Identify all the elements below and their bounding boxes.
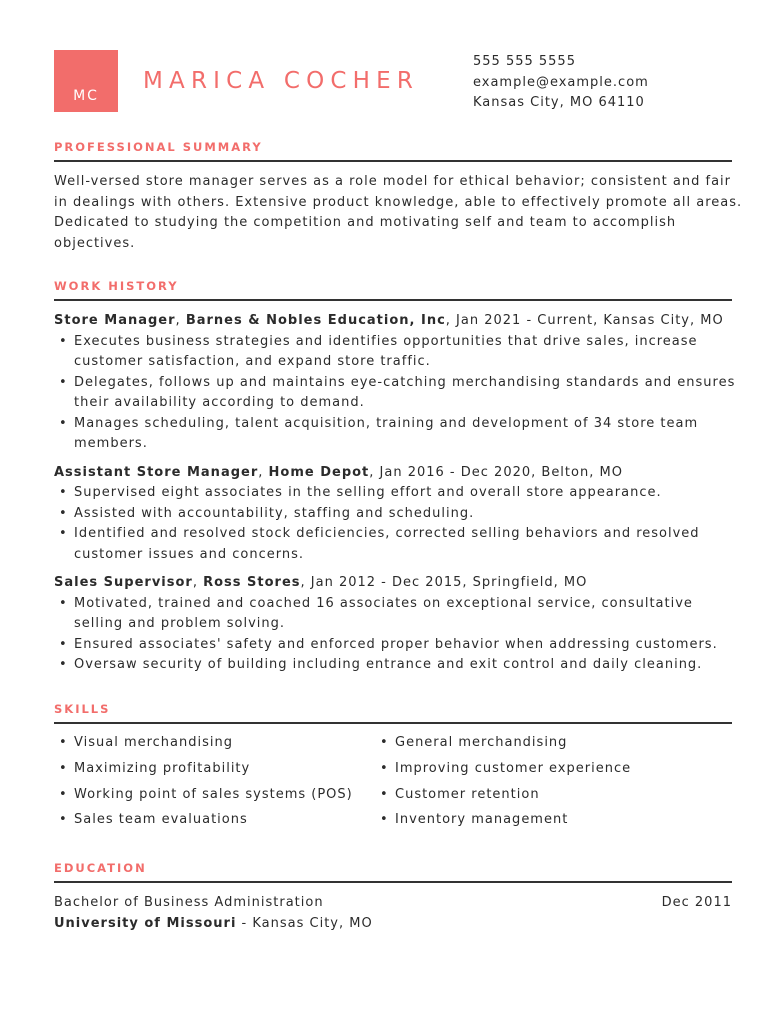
job-entry — [54, 463, 744, 566]
monogram-badge: MC — [54, 50, 118, 112]
job-bullet: • Supervised eight associates in the selling effort and overall store appearance. — [54, 483, 744, 504]
graduation-date: Dec 2011 — [661, 895, 732, 910]
job-company: Ross Stores — [203, 575, 301, 590]
skill-item: • Visual merchandising — [54, 733, 353, 754]
job-details: , Jan 2016 - Dec 2020, Belton, MO — [369, 464, 623, 480]
education-entry — [54, 893, 732, 934]
job-header: Store Manager, Barnes & Nobles Education, Inc, Jan 2021 - Current, Kansas City, MO — [54, 313, 724, 328]
email-address: example@example.com — [473, 74, 649, 90]
section-heading-education: EDUCATION — [54, 861, 147, 875]
job-bullet: • Delegates, follows up and maintains eye-catching merchandising standards and ensures their availability according to demand. — [54, 373, 744, 414]
degree-name: Bachelor of Business Administration — [54, 895, 324, 910]
job-header: Assistant Store Manager, Home Depot, Jan 2016 - Dec 2020, Belton, MO — [54, 464, 623, 480]
job-bullet: • Motivated, trained and coached 16 associates on exceptional service, consultative selling and problem solving. — [54, 594, 744, 635]
job-bullet: • Ensured associates' safety and enforced proper behavior when addressing customers. — [54, 635, 744, 656]
job-company: Home Depot — [268, 464, 370, 480]
skill-item: • Improving customer experience — [375, 759, 631, 780]
candidate-name: MARICA COCHER — [143, 68, 420, 94]
skills-column-left — [54, 733, 353, 836]
section-heading-summary: PROFESSIONAL SUMMARY — [54, 140, 263, 154]
section-divider — [54, 722, 732, 724]
job-entry — [54, 311, 744, 455]
skill-item: • Inventory management — [375, 810, 631, 831]
job-title: Sales Supervisor — [54, 575, 193, 590]
job-bullet: • Assisted with accountability, staffing and scheduling. — [54, 504, 744, 525]
location: Kansas City, MO 64110 — [473, 95, 645, 110]
job-title: Store Manager — [54, 313, 176, 328]
skill-item: • Working point of sales systems (POS) — [54, 785, 353, 806]
job-bullet: • Manages scheduling, talent acquisition, training and development of 34 store team members. — [54, 414, 744, 455]
section-divider — [54, 160, 732, 162]
job-bullet: • Identified and resolved stock deficiencies, corrected selling behaviors and resolved customer issues and concerns. — [54, 524, 744, 565]
section-heading-work-history: WORK HISTORY — [54, 279, 179, 293]
phone-number: 555 555 5555 — [473, 54, 576, 69]
section-divider — [54, 299, 732, 301]
school-location: - Kansas City, MO — [236, 915, 373, 931]
job-details: , Jan 2012 - Dec 2015, Springfield, MO — [300, 575, 588, 590]
job-bullet: • Oversaw security of building including entrance and exit control and daily cleaning. — [54, 655, 744, 676]
skills-column-right — [375, 733, 631, 836]
job-title: Assistant Store Manager — [54, 464, 259, 480]
job-entry — [54, 573, 744, 676]
school-name: University of Missouri — [54, 915, 237, 931]
contact-block — [473, 52, 649, 114]
section-heading-skills: SKILLS — [54, 702, 111, 716]
skill-item: • Maximizing profitability — [54, 759, 353, 780]
section-divider — [54, 881, 732, 883]
skill-item: • Customer retention — [375, 785, 631, 806]
work-history-list — [54, 311, 744, 676]
skill-item: • Sales team evaluations — [54, 810, 353, 831]
job-header: Sales Supervisor, Ross Stores, Jan 2012 - Dec 2015, Springfield, MO — [54, 575, 588, 590]
job-bullet: • Executes business strategies and identifies opportunities that drive sales, increase customer satisfaction, and expand store traffic. — [54, 332, 744, 373]
skill-item: • General merchandising — [375, 733, 631, 754]
job-company: Barnes & Nobles Education, Inc — [185, 313, 446, 328]
summary-text: Well-versed store manager serves as a role model for ethical behavior; consistent and fair in dealings with others. Extensive product knowledge, able to effectively promote all areas. Dedicated to studying the competition and motivating self and team to accomplish objectives. — [54, 174, 743, 251]
job-details: , Jan 2021 - Current, Kansas City, MO — [445, 313, 724, 328]
